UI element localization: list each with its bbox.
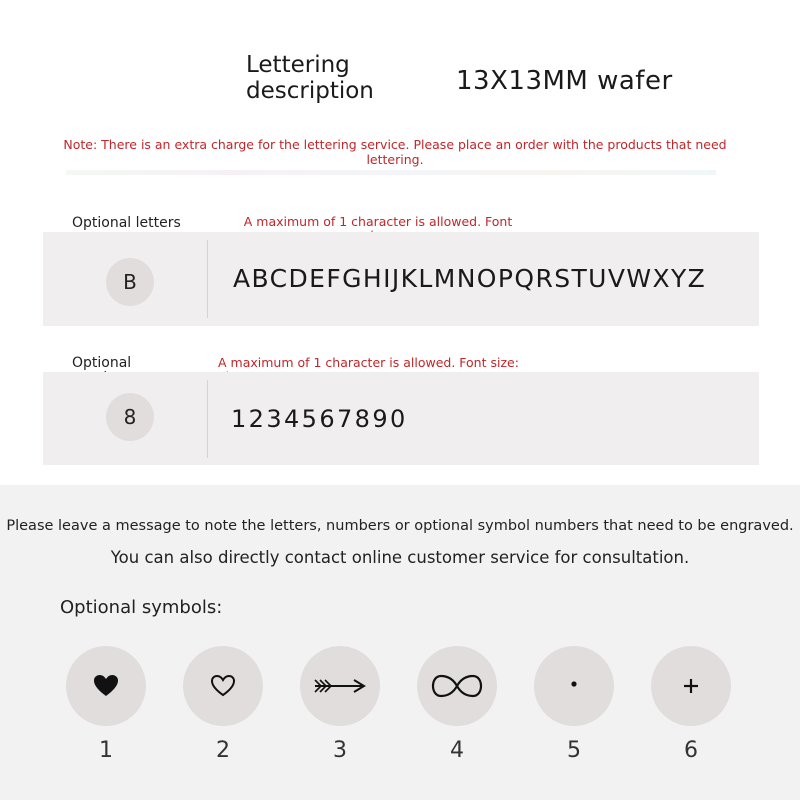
title-line-1: Lettering — [246, 52, 350, 78]
letters-divider — [207, 240, 208, 318]
symbol-number-2: 2 — [216, 738, 230, 763]
symbol-number-4: 4 — [450, 738, 464, 763]
symbol-number-6: 6 — [684, 738, 698, 763]
symbol-number-5: 5 — [567, 738, 581, 763]
numbers-set: 1234567890 — [231, 405, 408, 433]
letter-sample: B — [123, 270, 137, 294]
symbol-number-1: 1 — [99, 738, 113, 763]
symbol-option-1 — [66, 646, 146, 726]
symbol-option-3 — [300, 646, 380, 726]
letters-set: ABCDEFGHIJKLMNOPQRSTUVWXYZ — [233, 264, 707, 293]
symbol-option-6 — [651, 646, 731, 726]
product-name: 13X13MM wafer — [456, 66, 673, 96]
extra-charge-note — [60, 137, 730, 167]
decorative-strip — [66, 170, 716, 175]
letters-note-line-1: A maximum of 1 character is allowed. Font — [243, 214, 513, 229]
note-line-2: lettering. — [366, 152, 424, 167]
description-title — [246, 52, 374, 104]
note-line-1: Note: There is an extra charge for the lettering service. Please place an order with the products that need — [63, 137, 727, 152]
numbers-label-line-1: Optional — [72, 355, 132, 371]
numbers-divider — [207, 380, 208, 458]
infinity-icon — [431, 673, 483, 699]
letter-sample-circle — [106, 258, 154, 306]
symbol-number-3: 3 — [333, 738, 347, 763]
filled-heart-icon — [93, 674, 119, 698]
symbol-option-5 — [534, 646, 614, 726]
numbers-note-line-1: A maximum of 1 character is allowed. Font size: — [218, 355, 519, 370]
symbol-option-4 — [417, 646, 497, 726]
plus-icon — [681, 676, 701, 696]
contact-message: You can also directly contact online customer service for consultation. — [110, 548, 690, 567]
symbols-label: Optional symbols: — [60, 597, 223, 618]
outline-heart-icon — [210, 674, 236, 698]
arrow-icon — [313, 677, 367, 695]
letters-label: Optional letters — [72, 215, 181, 231]
engrave-message: Please leave a message to note the letters, numbers or optional symbol numbers that need to be engraved. — [6, 518, 794, 534]
symbol-option-2 — [183, 646, 263, 726]
number-sample-circle — [106, 393, 154, 441]
number-sample: 8 — [123, 405, 137, 429]
title-line-2: description — [246, 78, 374, 104]
dot-icon — [569, 679, 579, 689]
